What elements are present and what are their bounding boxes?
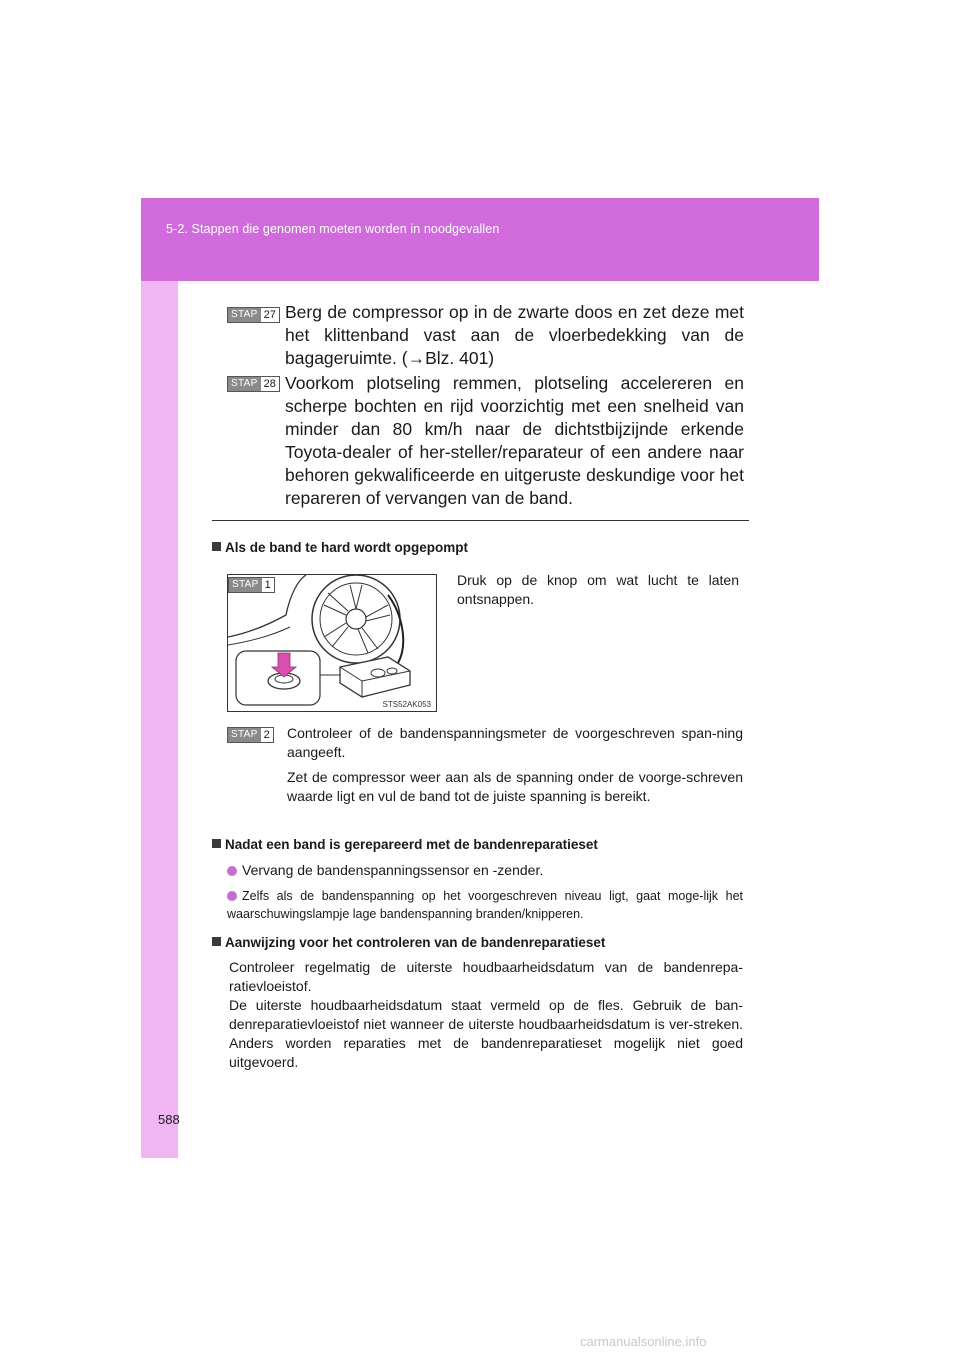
step-text: Voorkom plotseling remmen, plotseling accelereren en scherpe bochten en rijd voorzichtig met een snelheid van minder dan 80 km/h naar de dichtstbijzijnde erkende Toyota-dealer of her-steller/reparateur of een andere naar behoren gekwalificeerde en uitgeruste deskundige voor het repareren of vervangen van de band. <box>285 373 744 508</box>
bullet-dot-icon <box>227 891 237 901</box>
step-number: 27 <box>261 308 279 322</box>
tire-compressor-drawing <box>228 575 436 711</box>
heading-text: Aanwijzing voor het controleren van de bandenreparatieset <box>225 935 606 950</box>
section-heading <box>212 935 605 950</box>
step-badge <box>228 577 275 593</box>
square-bullet-icon <box>212 839 221 848</box>
paragraph: De uiterste houdbaarheidsdatum staat vermeld op de fles. Gebruik de ban-denreparatievloeistof niet wanneer de uiterste houdbaarheidsdatum is ver-streken. Anders worden reparaties met de bandenreparatieset mogelijk niet goed uitgevoerd. <box>229 997 743 1070</box>
step-note: Zet de compressor weer aan als de spanning onder de voorge-schreven waarde ligt en vul de band tot de juiste spanning is bereikt. <box>287 769 743 804</box>
page-number: 588 <box>158 1112 180 1127</box>
list-item-text: Zelfs als de bandenspanning op het voorgeschreven niveau ligt, gaat moge-lijk het waarschuwingslampje lage bandenspanning branden/knipperen. <box>227 889 743 921</box>
compressor-illustration <box>227 574 437 712</box>
step-badge <box>227 376 280 392</box>
figure-code: STS52AK053 <box>382 700 431 709</box>
step-badge <box>227 727 274 743</box>
list-item <box>227 887 743 923</box>
paragraph: Controleer regelmatig de uiterste houdbaarheidsdatum van de bandenrepa-ratievloeistof. <box>229 959 743 994</box>
step-badge <box>227 307 280 323</box>
step-number: 1 <box>262 578 274 592</box>
side-strip <box>141 281 178 1158</box>
heading-text: Nadat een band is gerepareerd met de bandenreparatieset <box>225 837 598 852</box>
step-label: STAP <box>229 578 262 592</box>
list-item <box>227 861 747 880</box>
bullet-dot-icon <box>227 866 237 876</box>
step-number: 28 <box>261 377 279 391</box>
square-bullet-icon <box>212 937 221 946</box>
step-label: STAP <box>228 728 261 742</box>
section-heading <box>212 837 598 852</box>
section-heading <box>212 540 468 555</box>
heading-text: Als de band te hard wordt opgepompt <box>225 540 468 555</box>
step-label: STAP <box>228 308 261 322</box>
divider <box>212 520 749 521</box>
watermark: carmanualsonline.info <box>580 1334 707 1349</box>
section-header: 5-2. Stappen die genomen moeten worden in noodgevallen <box>166 222 500 236</box>
list-item-text: Vervang de bandenspanningssensor en -zender. <box>242 862 544 878</box>
step-text: Druk op de knop om wat lucht te laten ontsnappen. <box>457 572 739 607</box>
square-bullet-icon <box>212 542 221 551</box>
header-band <box>141 198 819 281</box>
step-label: STAP <box>228 377 261 391</box>
step-text: Berg de compressor op in de zwarte doos en zet deze met het klittenband vast aan de vloerbedekking van de bagageruimte. (→Blz. 401) <box>285 302 744 368</box>
step-text: Controleer of de bandenspanningsmeter de voorgeschreven span-ning aangeeft. <box>287 725 743 760</box>
step-number: 2 <box>261 728 273 742</box>
